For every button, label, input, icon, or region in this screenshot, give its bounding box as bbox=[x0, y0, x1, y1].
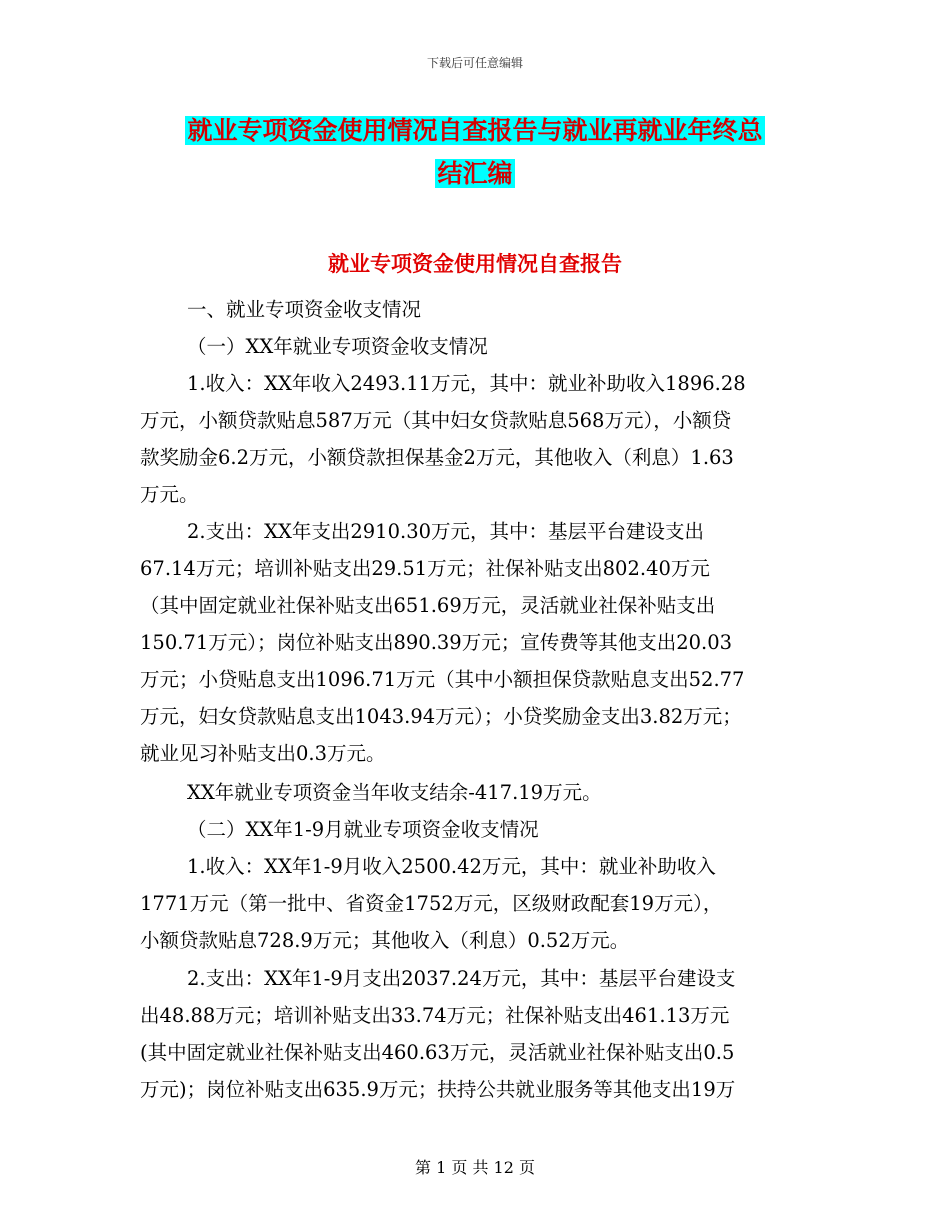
paragraph-line: 1.收入：XX年1-9月收入2500.42万元，其中：就业补助收入 bbox=[187, 855, 716, 878]
section-title: 就业专项资金使用情况自查报告 bbox=[328, 252, 622, 276]
subheading-1: （一）XX年就业专项资金收支情况 bbox=[187, 335, 488, 358]
paragraph-line: 万元)；岗位补贴支出635.9万元；扶持公共就业服务等其他支出19万 bbox=[140, 1078, 736, 1101]
paragraph-line: 万元，妇女贷款贴息支出1043.94万元）；小贷奖励金支出3.82万元； bbox=[140, 705, 742, 728]
paragraph-line: 万元。 bbox=[140, 483, 199, 506]
paragraph-line: 万元，小额贷款贴息587万元（其中妇女贷款贴息568万元），小额贷 bbox=[140, 409, 732, 432]
document-title-line-2: 结汇编 bbox=[437, 159, 513, 188]
paragraph-line: 就业见习补贴支出0.3万元。 bbox=[140, 742, 386, 765]
paragraph-line: 67.14万元；培训补贴支出29.51万元；社保补贴支出802.40万元 bbox=[140, 557, 710, 580]
paragraph-line: （其中固定就业社保补贴支出651.69万元，灵活就业社保补贴支出 bbox=[140, 594, 716, 617]
paragraph-line: 小额贷款贴息728.9万元；其他收入（利息）0.52万元。 bbox=[140, 929, 630, 952]
header-note: 下载后可任意编辑 bbox=[426, 56, 523, 70]
paragraph-line: 1.收入：XX年收入2493.11万元，其中：就业补助收入1896.28 bbox=[187, 372, 746, 395]
paragraph-line: 150.71万元）；岗位补贴支出890.39万元；宣传费等其他支出20.03 bbox=[140, 631, 733, 654]
subheading-2: （二）XX年1-9月就业专项资金收支情况 bbox=[187, 818, 539, 841]
paragraph-line: 出48.88万元；培训补贴支出33.74万元；社保补贴支出461.13万元 bbox=[140, 1004, 730, 1027]
paragraph-line: XX年就业专项资金当年收支结余-417.19万元。 bbox=[187, 781, 602, 804]
paragraph-line: 2.支出：XX年支出2910.30万元，其中：基层平台建设支出 bbox=[187, 520, 705, 543]
paragraph-line: 1771万元（第一批中、省资金1752万元，区级财政配套19万元）， bbox=[140, 892, 723, 915]
paragraph-line: 款奖励金6.2万元，小额贷款担保基金2万元，其他收入（利息）1.63 bbox=[140, 446, 734, 469]
page-footer: 第 1 页 共 12 页 bbox=[415, 1158, 535, 1177]
paragraph-line: (其中固定就业社保补贴支出460.63万元，灵活就业社保补贴支出0.5 bbox=[140, 1041, 735, 1064]
paragraph-line: 2.支出：XX年1-9月支出2037.24万元，其中：基层平台建设支 bbox=[187, 967, 736, 990]
document-title-line-1: 就业专项资金使用情况自查报告与就业再就业年终总 bbox=[187, 116, 763, 145]
heading-1: 一、就业专项资金收支情况 bbox=[187, 298, 422, 321]
paragraph-line: 万元；小贷贴息支出1096.71万元（其中小额担保贷款贴息支出52.77 bbox=[140, 668, 745, 691]
